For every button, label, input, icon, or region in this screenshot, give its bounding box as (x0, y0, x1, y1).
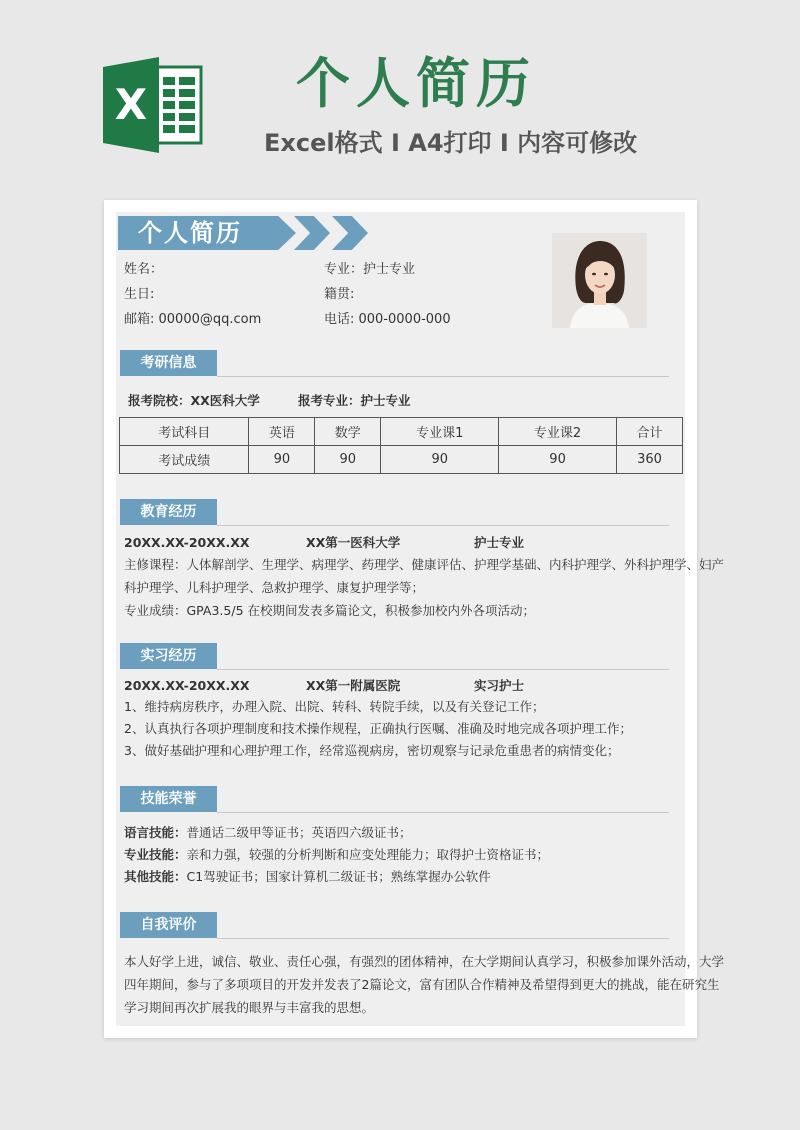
education-courses-line2: 科护理学、儿科护理学、急救护理学、康复护理学等； (124, 580, 425, 595)
section-divider (217, 525, 669, 526)
internship-hospital: XX第一附属医院 (306, 678, 401, 693)
exam-score-table (119, 417, 683, 474)
profile-photo (552, 233, 647, 328)
banner-title: 个人简历 (296, 52, 536, 115)
table-cell: 90 (499, 446, 617, 474)
exam-school: 报考院校：XX医科大学 (128, 393, 260, 408)
section-exam-label: 考研信息 (120, 350, 217, 376)
major-field: 专业：护士专业 (324, 262, 416, 277)
self-eval-line: 学习期间再次扩展我的眼界与丰富我的思想。 (124, 1000, 375, 1015)
skill-professional-text: 亲和力强，较强的分析判断和应变处理能力；取得护士资格证书； (186, 847, 550, 862)
education-period: 20XX.XX-20XX.XX (124, 535, 250, 550)
excel-logo-icon (103, 57, 203, 153)
self-eval-line: 本人好学上进，诚信、敬业、责任心强，有强烈的团体精神，在大学期间认真学习，积极参加课外活动，大学 (124, 954, 725, 969)
excel-logo-letter: X (114, 80, 148, 129)
skill-professional-label: 专业技能： (124, 847, 187, 862)
birth-field: 生日: (124, 287, 155, 302)
skill-language-label: 语言技能： (124, 825, 187, 840)
exam-major: 报考专业：护士专业 (298, 393, 411, 408)
table-header-row (120, 418, 683, 446)
section-divider (217, 812, 669, 813)
chevron-right-icon (294, 216, 330, 250)
skill-language-text: 普通话二级甲等证书；英语四六级证书； (186, 825, 412, 840)
education-major: 护士专业 (474, 535, 525, 550)
name-field: 姓名： (124, 262, 164, 277)
section-internship-label: 实习经历 (120, 643, 217, 669)
section-divider (217, 669, 669, 670)
skill-other (124, 868, 491, 886)
phone-field: 电话: 000-0000-000 (324, 312, 451, 327)
table-header-cell: 英语 (249, 418, 315, 446)
banner-subtitle: Excel格式 I A4打印 I 内容可修改 (264, 129, 638, 157)
skill-language (124, 824, 412, 842)
resume-sheet (116, 212, 725, 1026)
resume-paper (104, 200, 725, 1038)
resume-title: 个人简历 (138, 219, 242, 247)
list-item: 1、维持病房秩序，办理入院、出院、转科、转院手续，以及有关登记工作； (124, 699, 545, 714)
table-header-cell: 数学 (315, 418, 381, 446)
skill-other-text: C1驾驶证书；国家计算机二级证书；熟练掌握办公软件 (186, 869, 491, 884)
table-cell: 90 (249, 446, 315, 474)
list-item: 2、认真执行各项护理制度和技术操作规程，正确执行医嘱、准确及时地完成各项护理工作； (124, 721, 632, 736)
education-grades: 专业成绩：GPA3.5/5 在校期间发表多篇论文，积极参加校内外各项活动； (124, 603, 535, 618)
section-skills-label: 技能荣誉 (120, 786, 217, 812)
education-courses-line1: 主修课程：人体解剖学、生理学、病理学、药理学、健康评估、护理学基础、内科护理学、外科护理学、妇产 (124, 557, 725, 572)
table-row (120, 446, 683, 474)
table-header-cell: 专业课2 (499, 418, 617, 446)
table-cell: 90 (315, 446, 381, 474)
list-item: 3、做好基础护理和心理护理工作，经常巡视病房，密切观察与记录危重患者的病情变化； (124, 743, 620, 758)
chevron-right-icon (332, 216, 368, 250)
internship-period: 20XX.XX-20XX.XX (124, 678, 250, 693)
self-eval-line: 四年期间，参与了多项项目的开发并发表了2篇论文，富有团队合作精神及希望得到更大的挑战，能在研究生 (124, 977, 720, 992)
table-cell: 考试成绩 (120, 446, 249, 474)
email-field: 邮箱: 00000@qq.com (124, 312, 262, 327)
section-divider (217, 376, 669, 377)
education-school: XX第一医科大学 (306, 535, 401, 550)
skill-professional (124, 846, 549, 864)
table-cell: 360 (617, 446, 683, 474)
internship-role: 实习护士 (474, 678, 525, 693)
table-header-cell: 专业课1 (381, 418, 499, 446)
table-cell: 90 (381, 446, 499, 474)
skill-other-label: 其他技能： (124, 869, 187, 884)
table-header-cell: 合计 (617, 418, 683, 446)
table-header-cell: 考试科目 (120, 418, 249, 446)
section-education-label: 教育经历 (120, 499, 217, 525)
section-divider (217, 938, 669, 939)
native-field: 籍贯: (324, 287, 355, 302)
section-self-label: 自我评价 (120, 912, 217, 938)
